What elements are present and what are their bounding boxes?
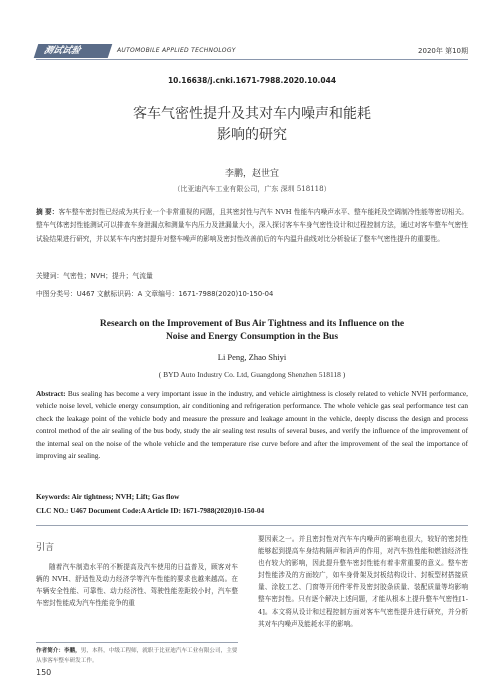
authors-cn: 李鹏，赵世宜	[224, 169, 279, 179]
paper-title-en	[0, 318, 504, 344]
doi[interactable]: 10.16638/j.cnki.1671-7988.2020.10.044	[167, 76, 337, 85]
paper-title-en-line2: Noise and Energy Consumption in the Bus	[165, 332, 339, 342]
header-rule	[36, 59, 468, 60]
abstract-en-label: Abstract:	[36, 389, 66, 398]
paper-title-cn-line2: 影响的研究	[217, 127, 287, 143]
right-column-paragraph: 要因素之一。并且密封性对汽车车内噪声的影响也很大，较好的密封性能够起到提高车身结构隔声和消声的作用，对汽车热性能和燃油经济性也有较大的影响，因此提升整车密封性能有着非常重要的意义。整车密封性能涉及的方面较广，如车身骨架及封板结构设计、封板型材搭接质量、涂胶工艺、门窗等开闭件零件及密封胶条质量、装配质量等均影响整车密封性。只有逐个解决上述问题，才能从根本上提升整车气密性[1-4]。本文将从设计和过程控制方面对客车气密性提升进行研究，并分析其对车内噪声及能耗水平的影响。	[258, 535, 468, 628]
footnote-text: 男，本科，中级工程师，就职于比亚迪汽车工业有限公司，主要从事客车整车研发工作。	[36, 648, 238, 664]
abstract-en	[36, 388, 468, 462]
intro-heading: 引言	[36, 543, 55, 553]
footnote-label: 作者简介：李鹏，	[36, 648, 81, 654]
abstract-cn-label: 摘 要：	[36, 208, 59, 216]
issue-label: 2020年 第10期	[418, 47, 468, 55]
journal-name: AUTOMOBILE APPLIED TECHNOLOGY	[117, 47, 236, 54]
affiliation-cn: （比亚迪汽车工业有限公司，广东 深圳 518118）	[173, 185, 331, 193]
intro-paragraph: 随着汽车制造水平的不断提高及汽车使用的日益普及，顾客对车辆的 NVH、舒适性及动力经济学等汽车性能的要求也越来越高。在车辆安全性能、可靠性、动力经济性、驾驶性能差距较小时，汽车整车密封性能成为汽车性能竞争的重	[36, 563, 238, 608]
affiliation-en: ( BYD Auto Industry Co. Ltd, Guangdong Shenzhen 518118 )	[158, 370, 346, 379]
footnote-rule	[36, 642, 238, 643]
author-footnote	[36, 646, 238, 666]
paper-title-cn-line1: 客车气密性提升及其对车内噪声和能耗	[133, 106, 371, 122]
abstract-cn-text: 客车整车密封性已经成为其行业一个非常重视的问题，且其密封性与汽车 NVH 性能车内噪声水平、整车能耗及空调制冷性能等密切相关。整车气体密封性能测试可以排查车身泄漏点和测量车内压力及泄漏量大小，深入探讨客车车身气密性设计和过程控制方法，通过对客车整车气密性试验结果进行研究，并以某车车内密封提升对整车噪声的影响及密封性改善前后的车内温升曲线对比分析验证了整车气密性提升的重要性。	[36, 208, 468, 243]
paper-title-en-line1: Research on the Improvement of Bus Air Tightness and its Influence on the	[99, 319, 405, 329]
section-divider	[36, 525, 468, 526]
abstract-cn	[36, 206, 468, 246]
logo-text: 测试试验	[42, 46, 82, 56]
body-left-column	[36, 532, 238, 609]
authors-en: Li Peng, Zhao Shiyi	[217, 352, 287, 362]
keywords-cn: 关键词：气密性；NVH；提升；气流量	[36, 272, 153, 280]
abstract-en-text: Bus sealing has become a very important issue in the industry, and vehicle airtightness is closely related to vehicle NVH performance, vehicle noise level, vehicle energy consumption, air conditioning and refrigeration performance. The whole vehicle gas seal performance test can check the leakage point of the vehicle body and measure the pressure and leakage amount in the vehicle, deeply discuss the design and process control method of the air sealing of the bus body, study the air sealing test results of several buses, and verify the influence of the improvement of the internal seal on the noise of the whole vehicle and the temperature rise curve before and after the improvement of the seal the importance of improving air sealing.	[36, 389, 468, 461]
page-number: 150	[36, 668, 52, 677]
classification-en: CLC NO.: U467 Document Code:A Article ID: 1671-7988(2020)10-150-04	[36, 506, 265, 515]
classification-cn: 中图分类号：U467 文献标识码：A 文章编号：1671-7988(2020)10-150-04	[36, 290, 274, 298]
body-right-column	[258, 533, 468, 630]
keywords-en: Keywords: Air tightness; NVH; Lift; Gas flow	[36, 492, 180, 501]
journal-logo	[34, 44, 113, 58]
paper-title-cn	[0, 104, 504, 146]
